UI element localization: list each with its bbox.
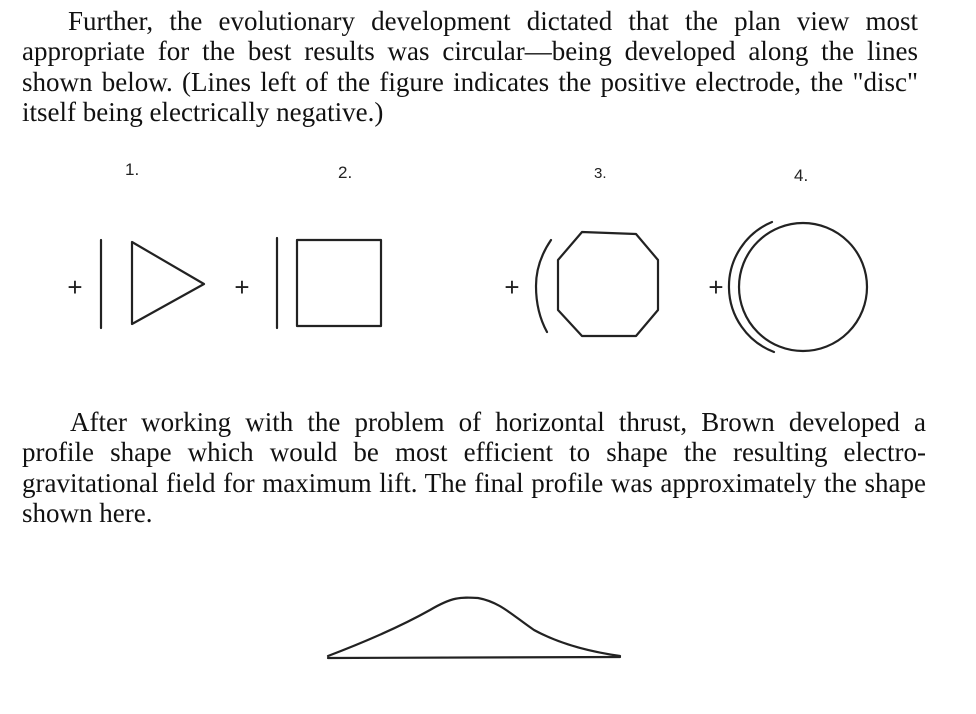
intro-paragraph: Further, the evolutionary development dictated that the plan view most appropriate for the best results was circular—being developed along the lines shown below. (Lines left of the figure indicates the positive electrode, the "disc" itself being electrically negative.)	[22, 6, 918, 128]
stage-2-square-shape	[234, 238, 381, 328]
profile-shape	[328, 598, 620, 658]
electrode-arc-4	[729, 222, 774, 352]
stage-label-2: 2.	[338, 163, 353, 182]
profile-curve	[328, 598, 620, 656]
plus-sign-1: +	[67, 272, 83, 302]
profile-paragraph: After working with the problem of horizontal thrust, Brown developed a profile shape which would be most efficient to shape the resulting electro-gravitational field for maximum lift. The final profile was approximately the shape shown here.	[22, 407, 926, 529]
electrode-arc-3	[536, 240, 551, 332]
octagon-disc	[558, 232, 658, 336]
stage-label-4: 4.	[794, 166, 809, 185]
plus-sign-2: +	[234, 272, 250, 302]
stage-4-circle-shape	[708, 222, 867, 352]
square-disc	[297, 240, 381, 326]
stage-1-triangle-shape	[67, 240, 204, 328]
stage-label-1: 1.	[125, 160, 140, 179]
stage-3-octagon-shape	[504, 232, 658, 336]
plus-sign-3: +	[504, 272, 520, 302]
triangle-disc	[132, 242, 204, 324]
stage-label-3: 3.	[594, 165, 607, 182]
circle-disc	[739, 223, 867, 351]
profile-base-line	[328, 657, 620, 658]
plus-sign-4: +	[708, 272, 724, 302]
